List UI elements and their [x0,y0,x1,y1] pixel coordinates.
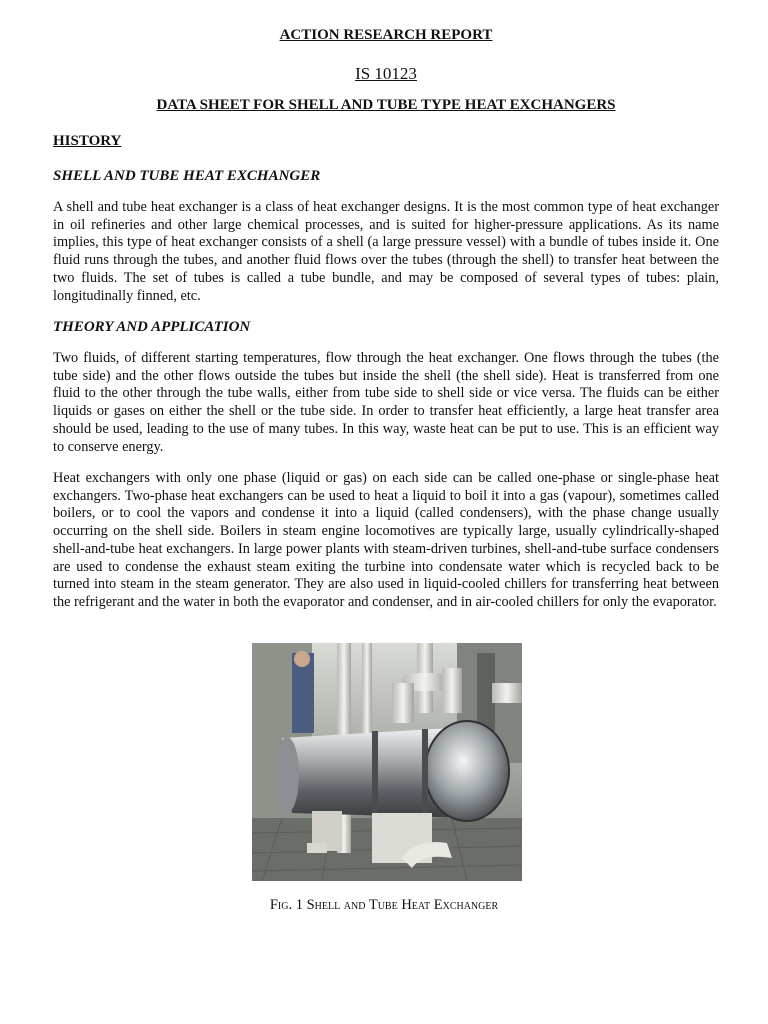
document-subtitle: DATA SHEET FOR SHELL AND TUBE TYPE HEAT EXCHANGERS [156,97,616,113]
report-title: ACTION RESEARCH REPORT [279,27,493,43]
figure-caption: Fig. 1 Shell and Tube Heat Exchanger [269,897,499,913]
paragraph-phases: Heat exchangers with only one phase (liquid or gas) on each side can be called one-phase or single-phase heat exchangers. Two-phase heat exchangers can be used to heat a liquid to boil it into a gas (vapour), sometimes called boilers, or to cool the vapors and condense it into a liquid (called condensers), with the phase change usually occurring on the shell side. Boilers in steam engine locomotives are typically large, usually cylindrically-shaped shell-and-tube heat exchangers. In large power plants with steam-driven turbines, shell-and-tube surface condensers are used to condense the exhaust steam exiting the turbine into condensate water which is recycled back to be turned into steam in the steam generator. They are also used in liquid-cooled chillers for transferring heat between the refrigerant and the water in both the evaporator and condenser, and in air-cooled chillers for only the evaporator. [53,470,719,610]
paragraph-shell-description: A shell and tube heat exchanger is a class of heat exchanger designs. It is the most common type of heat exchanger in oil refineries and other large chemical processes, and is suited for higher-pressure applications. As its name implies, this type of heat exchanger consists of a shell (a large pressure vessel) with a bundle of tubes inside it. One fluid runs through the tubes, and another fluid flows over the tubes (through the shell) to transfer heat between the two fluids. The set of tubes is called a tube bundle, and may be composed of several types of tubes: plain, longitudinally finned, etc. [53,199,719,304]
subheading-theory-and-application: THEORY AND APPLICATION [53,319,251,335]
standard-number: IS 10123 [355,64,417,83]
heat-exchanger-photo [252,643,522,881]
paragraph-theory: Two fluids, of different starting temperatures, flow through the heat exchanger. One flows through the tubes (the tube side) and the other flows outside the tubes but inside the shell (the shell side). Heat is transferred from one fluid to the other through the tube walls, either from tube side to shell side or vice versa. The fluids can be either liquids or gases on either the shell or the tube side. In order to transfer heat efficiently, a large heat transfer area should be used, leading to the use of many tubes. In this way, waste heat can be put to use. This is an efficient way to conserve energy. [53,350,719,455]
subheading-shell-and-tube: SHELL AND TUBE HEAT EXCHANGER [53,168,321,184]
section-heading-history: HISTORY [53,133,122,149]
